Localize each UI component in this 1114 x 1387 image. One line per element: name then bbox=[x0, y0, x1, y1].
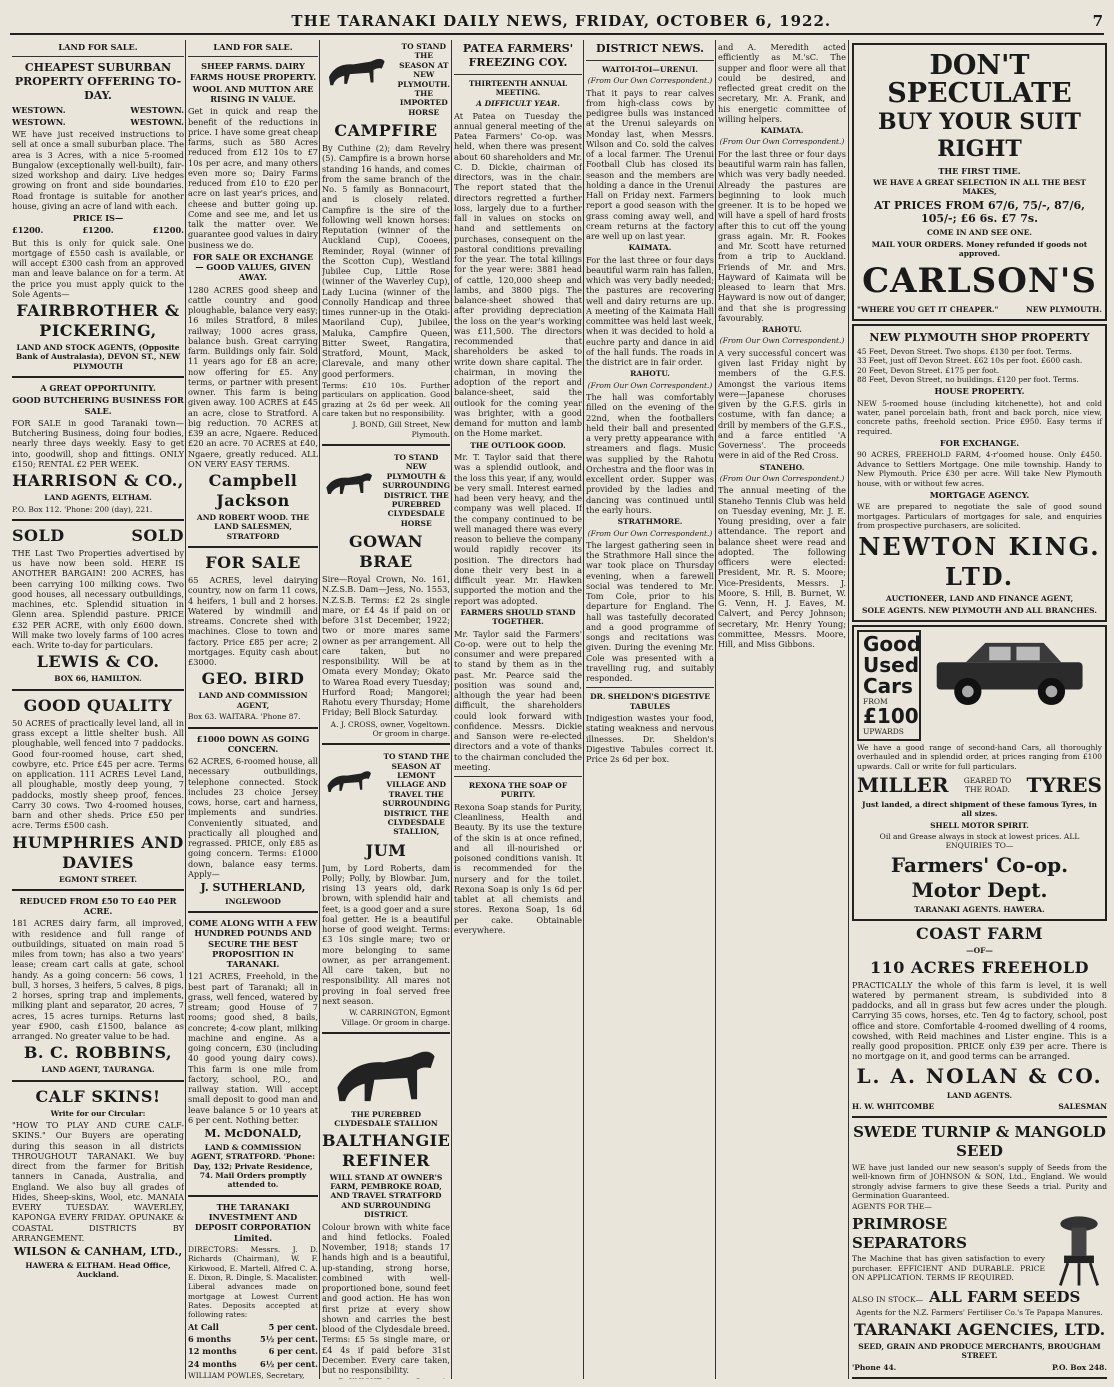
advertiser-name: J. SUTHERLAND, bbox=[200, 881, 306, 894]
divider bbox=[852, 1377, 1107, 1379]
article-body: Rexona Soap stands for Purity, Cleanliness, Health and Beauty. By its use the texture of the skin is at once refined, and all ill-nourished or poisoned conditions vanish. It is recommended for the nursery and for the toilet. Rexona Soap is only 1s 6d per tablet at all chemists and stores. Rexona Soap, 1s 6d per cake. Obtainable everywhere. bbox=[454, 801, 582, 935]
advertiser-name: Campbell Jackson bbox=[208, 471, 298, 510]
salesman-label: SALESMAN bbox=[1058, 1101, 1107, 1111]
used-cars-ad bbox=[852, 625, 1107, 921]
stand-notice: THE PUREBRED CLYDESDALE STALLION bbox=[334, 1109, 438, 1129]
cars-word: Good bbox=[863, 632, 922, 657]
advertiser-address: BOX 66, HAMILTON. bbox=[54, 674, 142, 684]
contact-line: Box 63. WAITARA. 'Phone 87. bbox=[188, 712, 301, 722]
location: NEW PLYMOUTH. bbox=[1025, 304, 1102, 314]
car-illustration bbox=[927, 630, 1102, 714]
westown-label: WESTOWN. bbox=[12, 104, 66, 115]
horse-illustration bbox=[327, 1039, 445, 1107]
column-rule bbox=[715, 40, 716, 1379]
advertiser-address: SOLE AGENTS. NEW PLYMOUTH AND ALL BRANCHES. bbox=[862, 605, 1097, 615]
column-rule bbox=[848, 40, 849, 1379]
rate-row bbox=[188, 1322, 318, 1332]
rates-table bbox=[188, 1322, 318, 1369]
ad-body: 62 ACRES, 6-roomed house, all necessary outbuildings, telephone connected. Stock includes 23 choice Jersey cows, horse, cart and harness, implements and sundries. Conveniently situated, and practically all ploughed and regrassed. PRICE, only £85 as going concern. Terms: £1000 down, balance easy terms. Apply— bbox=[188, 756, 318, 879]
ad-body: 1280 ACRES good sheep and cattle country and good ploughable, balance very easy; 16 miles Stratford, 8 miles railway; 1000 acres grass, balance bush. Great carrying farm. Buildings only fair. Sold 11 years ago for £8 an acre; now offering for £5. Any terms, or partner with present owner. This farm is being given away. 100 ACRES at £45 an acre, close to Stratford. A big reduction. 70 ACRES at £39 an acre, Ngaere. Reduced £20 an acre. 70 ACRES at £40, Ngaere, greatly reduced. ALL ON VERY EASY TERMS. bbox=[188, 284, 318, 469]
divider bbox=[12, 519, 184, 521]
ad-split bbox=[322, 451, 450, 530]
stand-notice: TO STAND THE SEASON AT NEW PLYMOUTH. THE IMPORTED HORSE bbox=[397, 42, 450, 117]
advertiser-name: HUMPHRIES AND DAVIES bbox=[12, 832, 184, 872]
salesman-name: H. W. WHITCOMBE bbox=[852, 1101, 935, 1111]
separator-illustration bbox=[1051, 1212, 1107, 1288]
section-header: DISTRICT NEWS. bbox=[595, 42, 705, 55]
taranaki-agencies-ad bbox=[852, 1123, 1107, 1372]
contact-line bbox=[322, 1377, 450, 1379]
ad-body: WE have just received instructions to sell at once a small suburban place. The area is 3 Acres, with a nice 5-roomed Bungalow (exceptionally well-built), fair-sized workshop and dairy. Live hedges growing on front and side boundaries. Road frontage is suitable for another house, giving an acre of land with each. bbox=[12, 129, 184, 211]
ad-body: We have a good range of second-hand Cars, all thoroughly overhauled and in splendid order, at prices ranging from £100 upwards. Call or write for full particulars. bbox=[857, 742, 1102, 771]
price: £1200. bbox=[152, 225, 184, 236]
ad-subhead: Agents for the N.Z. Farmers' Fertiliser Co.'s Te Papapa Manures. bbox=[856, 1308, 1103, 1318]
advertiser-name: LEWIS & CO. bbox=[36, 652, 160, 672]
price-row bbox=[12, 225, 184, 235]
horse-illustration bbox=[322, 754, 376, 806]
rate-row bbox=[188, 1346, 318, 1356]
divider bbox=[188, 546, 318, 548]
district-heading: RAHOTU. bbox=[630, 369, 670, 379]
ad-headline: COME ALONG WITH A FEW HUNDRED POUNDS AND SECURE THE BEST PROPOSITION IN TARANAKI. bbox=[188, 918, 318, 970]
advertiser-name: L. A. NOLAN & CO. bbox=[856, 1063, 1103, 1088]
ad-body: By Cuthine (2); dam Revelry (5). Campfire is a brown horse standing 16 hands, and comes from the same branch of the No. 5 family as Bonnacourt, and is closely related. Campfire is the sire of the following well known horses: Reputation (winner of the Auckland Cup), Cooees, Reminder, Royal (winner of the Scotton Cup), Westland Jubilee Cup, Little Rose (winner of the Waverley Cup), Lady Lucina (winner of the Connolly Handicap and three times runner-up in the Otaki-Maoriland Cup), Jubilee, Maluka, Campfire Queen, Bitter Sweet, Rangatira, Stratford, Mount, Mack, Clarevale, and many other good performers. bbox=[322, 143, 450, 379]
divider bbox=[188, 56, 318, 57]
cars-word: Used bbox=[863, 653, 920, 678]
article-body: The annual meeting of the Staneho Tennis Club was held on Tuesday evening, Mr. J. E. Young presiding, over a fair attendance. The report and balance sheet were read and adopted. The following officers were elected: President, Mr. R. S. Moore; Vice-Presidents, Messrs. J. Moore, S. Hill, B. Burnet, W. G. Venn, H. J. Eaves, M. Calvert, and Percy Johnson; secretary, Mr. Henry Young; committee, Messrs. Moore, Hill, and Miss Gibbons. bbox=[718, 485, 846, 649]
ad-subhead: Oil and Grease always in stock at lowest prices. ALL ENQUIRIES TO— bbox=[879, 832, 1080, 851]
ad-subhead: ALSO IN STOCK— bbox=[852, 1294, 924, 1304]
price-label: PRICE IS— bbox=[72, 213, 124, 223]
ad-headline: CHEAPEST SUBURBAN PROPERTY OFFERING TO-DAY. bbox=[14, 61, 182, 102]
ad-headline: THE TARANAKI INVESTMENT AND DEPOSIT CORPORATION Limited. bbox=[194, 1201, 312, 1243]
divider bbox=[454, 74, 582, 75]
ad-headline: DON'T SPECULATE bbox=[887, 50, 1072, 110]
listing-item: 33 Feet, just off Devon Street. £62 10s per foot. £600 cash. bbox=[857, 356, 1083, 366]
advertiser-address: LAND & COMMISSION AGENT, STRATFORD. 'Phone: Day, 132; Private Residence, 74. Mail Orders promptly attended to. bbox=[191, 1142, 315, 1190]
advertiser-address: LAND AND COMMISSION AGENT, bbox=[198, 691, 308, 710]
advertiser-name: Farmers' Co-op. Motor Dept. bbox=[890, 852, 1069, 902]
contact-line: WILLIAM POWLES, Secretary, bbox=[188, 1370, 305, 1379]
article-body: For the last three or four days beautiful warm rain has fallen, which was very badly needed. Already the pastures are beginning to look much greener. It is to be hoped we will have a spell of hard frosts after this to cut off the young grass again. Mr. R. Fookes and Mr. Scott have returned from a trip to Auckland. Friends of Mr. and Mrs. Hayward of Kaimata will be pleased to learn that Mrs. Hayward is now out of danger, and that she is progressing favourably. bbox=[718, 148, 846, 323]
price-line: AT PRICES FROM 67/6, 75/-, 87/6, 105/-; £6 6s. £7 7s. bbox=[874, 198, 1085, 226]
byline: (From Our Own Correspondent.) bbox=[587, 528, 713, 538]
byline: (From Our Own Correspondent.) bbox=[587, 380, 713, 390]
article-body: For the last three or four days beautiful warm rain has fallen, which was very badly needed; the pastures are recovering well and dairy returns are up. A meeting of the Kaimata Hall committee was held last week, when it was decided to hold a euchre party and dance in aid of the hall funds. The roads in the district are in fair order. bbox=[586, 254, 714, 368]
byline: (From Our Own Correspondent.) bbox=[719, 336, 845, 346]
rate-value: 5 per cent. bbox=[268, 1321, 318, 1332]
cars-badge bbox=[857, 630, 921, 741]
article-body: The largest gathering seen in the Strathmore Hall since the war took place on Thursday evening, when a farewell social was tendered to Mr. Tom Cole, prior to his departure for England. The hall was tastefully decorated and a good programme of songs and recitations was given. During the evening Mr. Cole was presented with a travelling rug, and suitably responded. bbox=[586, 539, 714, 684]
cars-header bbox=[857, 630, 1102, 741]
divider bbox=[188, 727, 318, 729]
ad-subhead: THE FIRST TIME. bbox=[938, 165, 1021, 176]
column-3 bbox=[322, 40, 450, 1379]
ad-headline: SHEEP FARMS. DAIRY FARMS HOUSE PROPERTY. bbox=[189, 61, 317, 82]
divider bbox=[188, 1195, 318, 1197]
rate-term: 12 months bbox=[188, 1346, 237, 1357]
from-label: FROM bbox=[863, 697, 888, 707]
po-box: P.O. Box 248. bbox=[1051, 1362, 1107, 1372]
ad-headline: DR. SHELDON'S DIGESTIVE TABULES bbox=[590, 692, 710, 711]
ad-body: Sire—Royal Crown, No. 161, N.Z.S.B. Dam—Jess, No. 1553, N.Z.S.B. Terms: £2 2s single mare, or £4 4s if paid on or before 31st December, 1922; two or more mares same owner as per arrangement. All care taken, but no responsibility. Will be at Omata every Monday; Okato to Warea Road every Tuesday; Hurford Road; Mangorei; Rahotu every Thursday; Home Friday; Bell Block Saturday. bbox=[322, 574, 450, 718]
rate-value: 5½ per cent. bbox=[260, 1334, 318, 1344]
ad-body: THE Last Two Properties advertised by us have now been sold. HERE IS ANOTHER BARGAIN! 200 ACRES, has been carrying 100 milking cows. Two good houses, all necessary outbuildings, machines, etc. Splendid situation in Glenn area. Splendid pasture. PRICE £32 PER ACRE, with only £600 down. Will make two lovely farms of 100 acres each. Write to-day for particulars. bbox=[12, 547, 184, 651]
price: £1200. bbox=[12, 225, 44, 236]
ad-subhead: COME IN AND SEE ONE. bbox=[926, 228, 1033, 238]
advertiser-name: NEWTON KING. LTD. bbox=[858, 532, 1101, 592]
column-4 bbox=[454, 40, 582, 1379]
masthead-title: THE TARANAKI DAILY NEWS, FRIDAY, OCTOBER 6, 1922. bbox=[291, 12, 832, 30]
rate-row bbox=[188, 1334, 318, 1344]
ad-subhead: MORTGAGE AGENCY. bbox=[929, 489, 1030, 500]
ad-body: 65 ACRES, level dairying country, now on farm 11 cows, 4 heifers, 1 bull and 2 horses. Watered by windmill and streams. Concrete shed with machines. Close to town and factory. Price £85 per acre; 2 mortgages. Equity cash about £3000. bbox=[188, 575, 318, 668]
advertiser-address: SEED, GRAIN AND PRODUCE MERCHANTS, BROUGHAM STREET. bbox=[858, 1341, 1101, 1361]
contact-line: P.O. Box 112. 'Phone: 200 (day), 221. bbox=[12, 504, 153, 514]
ad-subhead: FOR EXCHANGE. bbox=[939, 438, 1020, 449]
ad-headline: REDUCED FROM £50 TO £40 PER ACRE. bbox=[19, 895, 177, 917]
rate-term: At Call bbox=[188, 1321, 219, 1332]
advertiser-name: FAIRBROTHER & PICKERING, bbox=[16, 301, 180, 340]
westown-row bbox=[12, 105, 184, 115]
divider bbox=[586, 60, 714, 61]
ad-subhead: MAIL YOUR ORDERS. Money refunded if goods not approved. bbox=[871, 239, 1088, 258]
ad-subhead: AGENTS FOR THE— bbox=[852, 1202, 932, 1212]
ad-body: 90 ACRES, FREEHOLD FARM, 4-r'oomed house. Only £450. Advance to Settlers Mortgage. One mile township. Handy to New Plymouth. Price £30 per acre. Will take New Plymouth house, with or without few acres. bbox=[857, 450, 1102, 488]
advertiser-name: WILSON & CANHAM, LTD., bbox=[13, 1245, 183, 1259]
stand-notice: TO STAND NEW PLYMOUTH & SURROUNDING DISTRICT. THE PUREBRED CLYDESDALE HORSE bbox=[382, 453, 450, 528]
rate-row bbox=[188, 1359, 318, 1369]
advertiser-address: INGLEWOOD bbox=[225, 896, 281, 906]
salesman-row bbox=[852, 1102, 1107, 1111]
listing-item: 88 Feet, Devon Street, no buildings. £120 per foot. Terms. bbox=[857, 375, 1079, 385]
divider bbox=[586, 687, 714, 688]
district-heading: WAITOI-TOI—URENUI. bbox=[602, 64, 698, 74]
divider bbox=[12, 689, 184, 691]
rate-value: 6 per cent. bbox=[268, 1346, 318, 1357]
article-body: Mr. T. Taylor said that there was a splendid outlook, and the loss this year, if any, would be very small. Interest earned had been very heavy, and the company was well placed. If the company continued to be well managed there was every reason to believe the company would rapidly recover its position. The directors had done their very best in a difficult year. Mr. Hawken supported the motion and the report was adopted. bbox=[454, 452, 582, 606]
article-body: Mr. Taylor said the Farmers' Co-op. were out to help the consumer and were prepared to stand by them as in the past. Mr. Pearce said the position was sound and, although the year had been difficult, the shareholders could look forward with confidence. Messrs. Dickie and Sanson were re-elected directors and a vote of thanks to the chairman concluded the meeting. bbox=[454, 628, 582, 772]
ad-body: PRACTICALLY the whole of this farm is level, it is well watered by permanent stream, is subdivided into 8 paddocks, and all in grass but few acres under the plough. Carrying 35 cows, horses, etc. Ten 4g to factory, school, post office and store. Comfortable 4-roomed dwelling of 4 rooms, cowshed, with Reid machines and Lister engine. This is a really good proposition. PRICE only £39 per acre. There is no mortgage on it, and good terms can be arranged. bbox=[852, 979, 1107, 1062]
section-header: LAND FOR SALE. bbox=[213, 42, 293, 52]
contact-line: W. CARRINGTON, Egmont Village. Or groom in charge. bbox=[341, 1008, 450, 1027]
ad-headline: A GREAT OPPORTUNITY. bbox=[40, 383, 156, 394]
advertiser-name: CARLSON'S bbox=[862, 261, 1097, 302]
byline: (From Our Own Correspondent.) bbox=[719, 473, 845, 483]
article-body: and A. Meredith acted efficiently as M.'sC. The supper and floor were all that could be desired, and reflected great credit on the secretary, Mr. A. Frank, and his energetic committee of willing helpers. bbox=[718, 42, 846, 124]
advertiser-address: LAND AGENTS, ELTHAM. bbox=[44, 493, 152, 503]
ad-body: NEW 5-roomed house (including kitchenette), hot and cold water, panel porcelain bath, front and back porch, nice view, concrete paths, freehold section. Price £950. Easy terms if required. bbox=[857, 398, 1102, 436]
ad-subhead: SHELL MOTOR SPIRIT. bbox=[930, 820, 1029, 830]
advertiser-address: EGMONT STREET. bbox=[59, 874, 137, 884]
advertiser-address: LAND AGENTS. bbox=[946, 1090, 1013, 1100]
ad-body: FOR SALE in good Taranaki town—Butchering Business, doing four bodies, nearly three days weekly. Easy to get into, goodwill, shop and fittings. ONLY £150; RENTAL £2 PER WEEK. bbox=[12, 417, 184, 469]
contact-line: J. BOND, Gill Street, New Plymouth. bbox=[352, 420, 450, 439]
divider bbox=[12, 56, 184, 57]
westown-label: WESTOWN. bbox=[12, 116, 66, 127]
sold-label: SOLD bbox=[12, 525, 65, 545]
newton-king-ad bbox=[852, 324, 1107, 622]
district-heading: KAIMATA. bbox=[628, 243, 672, 253]
column-1 bbox=[12, 40, 184, 1379]
article-subhead: REXONA THE SOAP OF PURITY. bbox=[468, 781, 568, 800]
ad-body: But this is only for quick sale. One mortgage of £550 cash is available, or will accept £300 cash from an approved man and leave balance on for a term. At the price you must apply quick to the Sole Agents— bbox=[12, 237, 184, 299]
ad-body: 121 ACRES, Freehold, in the best part of Taranaki; all in grass, well fenced, watered by stream; good House of 7 rooms; good shed, 8 bails, concrete; 4-cow plant, milking machine and engine. As a going concern, £30 (including 40 good young dairy cows). This farm is one mile from factory, school, P.O., and railway station. Will accept small deposit to good man and leave balance 5 or 10 years at 6 per cent. Nothing better. bbox=[188, 971, 318, 1125]
byline: (From Our Own Correspondent.) bbox=[587, 76, 713, 86]
primrose-text bbox=[852, 1215, 1045, 1285]
rate-term: 6 months bbox=[188, 1334, 231, 1344]
divider bbox=[188, 911, 318, 913]
price: £1200. bbox=[82, 225, 114, 236]
horse-illustration bbox=[322, 44, 392, 96]
product-name: ALL FARM SEEDS bbox=[929, 1287, 1081, 1306]
stallion-name: GOWAN BRAE bbox=[348, 532, 424, 571]
advertiser-address: LAND AND STOCK AGENTS, (Opposite Bank of Australasia), DEVON ST., NEW PLYMOUTH bbox=[15, 343, 181, 371]
district-heading: STANEHO. bbox=[759, 462, 805, 472]
price-label: £100 bbox=[863, 704, 919, 729]
ad-subhead: Write for our Circular: bbox=[50, 1108, 146, 1118]
divider bbox=[12, 1080, 184, 1082]
sold-label: SOLD bbox=[131, 525, 184, 545]
tagline: "WHERE YOU GET IT CHEAPER." bbox=[857, 304, 999, 314]
ad-headline: FOR SALE OR EXCHANGE — GOOD VALUES, GIVEN AWAY. bbox=[192, 251, 314, 283]
advertiser-name: B. C. ROBBINS, bbox=[23, 1043, 173, 1063]
westown-label: WESTOWN. bbox=[130, 116, 184, 127]
column-5 bbox=[586, 40, 714, 1379]
divider bbox=[454, 776, 582, 777]
advertiser-name: M. McDONALD, bbox=[204, 1127, 302, 1141]
article-body: At Patea on Tuesday the annual general meeting of the Patea Farmers' Co-op. was held, when there was present about 60 shareholders and Mr. C. D. Dickie, chairman of directors, was in the chair. The report stated that the directors regretted a further loss, largely due to a further fall in values on stocks on hand and settlements on purchases, consequent on the pastoral conditions prevailing for the year. The total killings for the year were: 3881 head of cattle, 120,000 sheep and lambs, and 3800 pigs. The balance-sheet showed that after providing depreciation the loss on the year's working was £11,500. The directors recommended that shareholders be asked to write down share capital. The chairman, in moving the adoption of the report and balance-sheet, said the outlook for the coming year was brighter, with a good demand for mutton and lamb on the Home market. bbox=[454, 110, 582, 439]
contact-row bbox=[852, 1363, 1107, 1372]
coast-farm-ad bbox=[852, 924, 1107, 1111]
primrose-row bbox=[852, 1212, 1107, 1288]
advertiser-address: AND ROBERT WOOD. THE LAND SALESMEN, STRATFORD bbox=[196, 513, 310, 541]
article-body: That it pays to rear calves from high-class cows by pedigree bulls was instanced at the Urenui saleyards on Monday last, when Messrs. Wilson and Co. sold the calves of a local farmer. The Urenui Football Club has closed its season and the members are holding a dance in the Urenui Hall on Friday next. Farmers report a good season with the grass coming away well, and cream returns at the factory are well up on last year. bbox=[586, 87, 714, 241]
stand-notice: TO STAND THE SEASON AT LEMONT VILLAGE AND TRAVEL THE SURROUNDING DISTRICT. THE CLYDESDALE STALLION, bbox=[382, 752, 450, 837]
ad-headline: £1000 DOWN AS GOING CONCERN. bbox=[196, 733, 310, 754]
divider bbox=[12, 889, 184, 891]
tyre-brand: MILLER bbox=[857, 772, 949, 797]
column-7 bbox=[852, 40, 1107, 1379]
ad-headline: CALF SKINS! bbox=[35, 1086, 161, 1106]
ad-body: WE are prepared to negotiate the sale of good sound mortgages. Particulars of mortgages for sale, and enquiries from prospective purchasers, are solicited. bbox=[857, 502, 1102, 530]
product-name: PRIMROSE SEPARATORS bbox=[852, 1214, 967, 1252]
tyres-label: TYRES bbox=[1026, 772, 1102, 797]
divider bbox=[322, 743, 450, 745]
column-2 bbox=[188, 40, 318, 1379]
ad-body: WE have just landed our new season's supply of Seeds from the well-known firm of JOHNSON & SON, Ltd., England. We would strongly advise farmers to give these Seeds a trial. Purity and Germination Guaranteed. bbox=[852, 1162, 1107, 1200]
westown-row bbox=[12, 117, 184, 127]
tyres-row bbox=[857, 773, 1102, 798]
byline: (From Our Own Correspondent.) bbox=[719, 137, 845, 147]
ad-headline: FOR SALE bbox=[205, 553, 301, 573]
article-subhead: A DIFFICULT YEAR. bbox=[476, 99, 560, 109]
article-body: A very successful concert was given last Friday night by members of the G.F.S. Amongst the various items were—Japanese choruses given by the G.F.S. girls in costume, with fan dance; a drill by members of the G.F.S., and a farce entitled 'A Governess'. The proceeds were in aid of the Red Cross. bbox=[718, 347, 846, 461]
column-rule bbox=[451, 40, 452, 1379]
ad-subhead: WE HAVE A GREAT SELECTION IN ALL THE BEST MAKES, bbox=[873, 177, 1086, 197]
advertiser-address: HAWERA & ELTHAM. Head Office, Auckland. bbox=[25, 1260, 171, 1280]
ad-body: DIRECTORS: Messrs. J. D. Richards (Chairman), W. F. Kirkwood, E. Martell, Alfred C. A. E. Dixon, R. Dingle, S. Macalister. Liberal advances made on mortgage at Lowest Current Rates. Deposits accepted at following rates: bbox=[188, 1244, 318, 1320]
ad-headline: GOOD BUTCHERING BUSINESS FOR SALE. bbox=[12, 395, 184, 416]
column-rule bbox=[583, 40, 584, 1379]
divider bbox=[12, 376, 184, 378]
column-rule bbox=[319, 40, 320, 1379]
stallion-name: JUM bbox=[365, 840, 407, 860]
divider bbox=[852, 1116, 1107, 1118]
stallion-name: BALTHANGIE REFINER bbox=[322, 1130, 450, 1170]
article-subhead: THIRTEENTH ANNUAL MEETING. bbox=[468, 78, 568, 97]
advertiser-address: LAND AGENT, TAURANGA. bbox=[41, 1065, 155, 1075]
ad-subhead: HOUSE PROPERTY. bbox=[934, 386, 1025, 397]
ad-subhead: WILL STAND AT OWNER'S FARM, PEMBROKE ROAD, AND TRAVEL STRATFORD AND SURROUNDING DISTRICT. bbox=[329, 1172, 443, 1220]
tyre-slogan: GEARED TO THE ROAD. bbox=[963, 776, 1012, 795]
ad-headline: SWEDE TURNIP & MANGOLD SEED bbox=[853, 1123, 1106, 1161]
advertiser-name: HARRISON & CO., bbox=[12, 471, 184, 491]
ad-body: Jum, by Lord Roberts, dam Polly; Polly, by Blowbar. Jum, rising 13 years old, dark brown, with splendid hair and feet, is a good goer and a sure foal getter. He is a beautiful horse of good weight. Terms: £3 10s single mare; two or more belonging to same owner, as per arrangement. All care taken, but no responsibility. All mares not proving in foal served free next season. bbox=[322, 862, 450, 1006]
westown-label: WESTOWN. bbox=[130, 104, 184, 115]
ad-body: 181 ACRES dairy farm, all improved, with residence and full range of outbuildings, situated on main road 5 miles from town; has also a two years' lease; cream cart calls at gate, school handy. As a going concern: 56 cows, 1 bull, 3 horses, 3 heifers, 5 calves, 8 pigs, 2 horses, spring trap and implements, milking plant and separator, 20 acres, 7 acres, 15 acres turnips. Returns last year £900, cash £1500, balance as arranged. No greater value to be had. bbox=[12, 918, 184, 1042]
contact-line: A. J. CROSS, owner, Vogeltown. Or groom in charge. bbox=[330, 719, 450, 738]
ad-body: Get in quick and reap the benefit of the reductions in price. I have some great cheap farms, such as 580 Acres reduced from £12 10s to £7 10s per acre, and many others even more so; Dairy Farms reduced from £10 to £20 per acre on last year's prices, and cheese and butter going up. Come and see me, and let us talk the matter over. We guarantee good values in dairy business we do. bbox=[188, 106, 318, 250]
page-number: 7 bbox=[1092, 12, 1104, 30]
divider bbox=[322, 444, 450, 446]
sold-row bbox=[12, 526, 184, 546]
ad-body: Indigestion wastes your food, stating weakness and nervous illnesses. Dr. Sheldon's Digestive Tabules correct it. Price 2s 6d per box. bbox=[586, 713, 714, 765]
column-rule bbox=[185, 40, 186, 1379]
article-subhead: FARMERS SHOULD STAND TOGETHER. bbox=[460, 607, 576, 627]
phone-number: 'Phone 44. bbox=[852, 1362, 897, 1372]
advertiser-name: TARANAKI AGENCIES, LTD. bbox=[853, 1319, 1106, 1339]
advertiser-address: TARANAKI AGENTS. HAWERA. bbox=[914, 904, 1045, 914]
seeds-row bbox=[852, 1288, 1107, 1307]
divider bbox=[322, 1032, 450, 1034]
ad-body: Colour brown with white face and hind fetlocks. Foaled November, 1918; stands 17 hands high and is a beautiful, up-standing, strong horse, combined with well-proportioned bone, sound feet and good action. He has won first prize at every show shown and carries the best blood of the Clydesdale breed. Terms: £5 5s single mare, or £4 4s if paid before 31st December. Every care taken, but no responsibility. bbox=[322, 1221, 450, 1375]
district-heading: RAHOTU. bbox=[762, 325, 802, 334]
ad-split bbox=[322, 750, 450, 838]
ad-subhead: —OF— bbox=[966, 946, 993, 956]
rate-term: 24 months bbox=[188, 1358, 237, 1369]
section-header: LAND FOR SALE. bbox=[58, 42, 138, 52]
ad-headline: BUY YOUR SUIT RIGHT bbox=[878, 108, 1081, 163]
ad-headline: 110 ACRES FREEHOLD bbox=[870, 957, 1089, 977]
article-headline: PATEA FARMERS' FREEZING COY. bbox=[462, 42, 574, 69]
horse-illustration bbox=[322, 455, 376, 507]
listing-item: 20 Feet, Devon Street. £175 per foot. bbox=[857, 365, 1000, 375]
ad-body: Terms: £10 10s. Further particulars on application. Good grazing at 2s 6d per week. All care taken but no responsibility. bbox=[322, 380, 450, 418]
ad-headline: GOOD QUALITY bbox=[23, 695, 173, 715]
listing-item: 45 Feet, Devon Street. Two shops. £130 per foot. Terms. bbox=[857, 346, 1072, 356]
district-heading: KAIMATA. bbox=[760, 126, 804, 135]
ad-body: "HOW TO PLAY AND CURE CALF-SKINS." Our Buyers are operating during this season in all districts THROUGHOUT TARANAKI. We buy direct from the farmer for British tanners in Canada, Australia, and England. We also buy all grades of Hides, Sheep-skins, Wool, etc. MANAIA EVERY TUESDAY. WAVERLEY, KAPONGA EVERY FRIDAY. OPUNAKE & COASTAL DISTRICTS BY ARRANGEMENT. bbox=[12, 1120, 184, 1243]
ad-split bbox=[322, 40, 450, 119]
ad-headline: NEW PLYMOUTH SHOP PROPERTY bbox=[869, 331, 1090, 345]
stallion-name: CAMPFIRE bbox=[334, 121, 438, 140]
tagline-row bbox=[857, 305, 1102, 314]
district-heading: STRATHMORE. bbox=[617, 517, 683, 527]
ad-body: 50 ACRES of practically level land, all in grass except a little shelter bush. All ploughable, well fenced into 7 paddocks. Good four-roomed house, cart shed, cowbyre, etc. Price £45 per acre. Terms on application. 111 ACRES Level Land, all ploughable, mostly deep young, 7 paddocks, mostly sheep proof, fences. Carry 30 cows. Two 4-roomed houses, barn and other sheds. Price £50 per acre. Terms £500 cash. bbox=[12, 717, 184, 831]
advertiser-name: GEO. BIRD bbox=[201, 669, 305, 689]
ad-headline: COAST FARM bbox=[916, 924, 1043, 944]
carlsons-ad bbox=[852, 43, 1107, 321]
advertiser-address: AUCTIONEER, LAND AND FINANCE AGENT, bbox=[885, 594, 1074, 604]
masthead bbox=[10, 6, 1104, 35]
cars-word: Cars bbox=[863, 674, 913, 699]
ad-subhead: Just landed, a direct shipment of these famous Tyres, in all sizes. bbox=[862, 799, 1097, 819]
upwards-label: UPWARDS bbox=[863, 727, 904, 737]
column-6 bbox=[718, 40, 846, 1379]
article-subhead: THE OUTLOOK GOOD. bbox=[470, 440, 566, 450]
article-body: The hall was comfortably filled on the evening of the 22nd, when the footballers held their ball and presented a very pretty appearance with streamers and flags. Music was supplied by the Rahotu Orchestra and the floor was in excellent order. Supper was provided by the ladies and dancing was continued until the early hours. bbox=[586, 392, 714, 515]
ad-headline: WOOL AND MUTTON ARE RISING IN VALUE. bbox=[192, 83, 314, 104]
rate-value: 6½ per cent. bbox=[260, 1358, 318, 1369]
ad-body: The Machine that has given satisfaction to every purchaser. EFFICIENT AND DURABLE. PRICE ON APPLICATION. TERMS IF REQUIRED. bbox=[852, 1254, 1045, 1283]
